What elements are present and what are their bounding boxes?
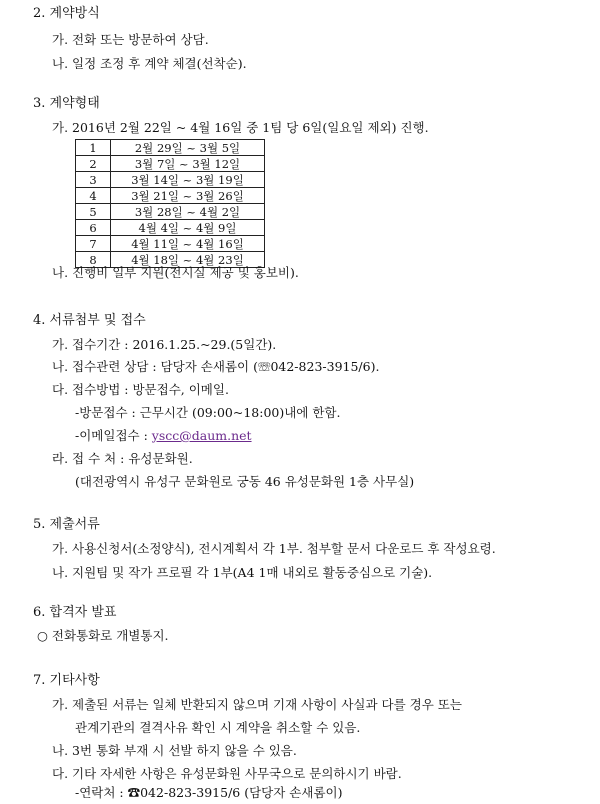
schedule-number: 7: [76, 236, 111, 252]
schedule-range: 4월 18일 ~ 4월 23일: [111, 252, 265, 268]
schedule-number: 5: [76, 204, 111, 220]
section-4-heading: 4. 서류첨부 및 접수: [33, 313, 146, 328]
schedule-number: 3: [76, 172, 111, 188]
table-row: [76, 220, 265, 236]
section-4-method: 다. 접수방법 : 방문접수, 이메일.: [52, 382, 229, 397]
section-4-period: 가. 접수기간 : 2016.1.25.~29.(5일간).: [52, 337, 277, 352]
schedule-range: 3월 21일 ~ 3월 26일: [111, 188, 265, 204]
schedule-number: 8: [76, 252, 111, 268]
table-row: [76, 204, 265, 220]
section-3-support: 나. 진행비 일부 지원(전시실 제공 및 홍보비).: [52, 265, 299, 280]
schedule-number: 1: [76, 140, 111, 156]
section-7-contact: -연락처 : ☎042-823-3915/6 (담당자 손새롬이): [75, 785, 343, 800]
schedule-number: 2: [76, 156, 111, 172]
section-4-place: 라. 접 수 처 : 유성문화원.: [52, 451, 193, 466]
section-4-email-row: [75, 428, 252, 444]
schedule-range: 3월 14일 ~ 3월 19일: [111, 172, 265, 188]
table-row: [76, 140, 265, 156]
table-row: [76, 156, 265, 172]
schedule-range: 3월 28일 ~ 4월 2일: [111, 204, 265, 220]
schedule-range: 4월 4일 ~ 4월 9일: [111, 220, 265, 236]
section-2-item-2: 나. 일정 조정 후 계약 체결(선착순).: [52, 56, 247, 71]
table-row: [76, 188, 265, 204]
schedule-range: 2월 29일 ~ 3월 5일: [111, 140, 265, 156]
email-label: -이메일접수 :: [75, 428, 152, 443]
email-link[interactable]: yscc@daum.net: [151, 428, 252, 443]
section-5-heading: 5. 제출서류: [33, 517, 100, 532]
schedule-range: 4월 11일 ~ 4월 16일: [111, 236, 265, 252]
schedule-number: 4: [76, 188, 111, 204]
section-4-inquiry: 나. 접수관련 상담 : 담당자 손새롬이 (☏042-823-3915/6).: [52, 359, 380, 374]
section-5-item-2: 나. 지원팀 및 작가 프로필 각 1부(A4 1매 내외로 활동중심으로 기술).: [52, 565, 433, 580]
section-3-heading: 3. 계약형태: [33, 96, 100, 111]
table-row: [76, 236, 265, 252]
section-7-item-2: 나. 3번 통화 부재 시 선발 하지 않을 수 있음.: [52, 743, 297, 758]
table-row: [76, 172, 265, 188]
section-7-heading: 7. 기타사항: [33, 673, 100, 688]
schedule-number: 6: [76, 220, 111, 236]
section-4-address: (대전광역시 유성구 문화원로 궁동 46 유성문화원 1층 사무실): [75, 474, 415, 489]
section-7-item-1b: 관계기관의 결격사유 확인 시 계약을 취소할 수 있음.: [75, 720, 361, 735]
section-5-item-1: 가. 사용신청서(소정양식), 전시계획서 각 1부. 첨부할 문서 다운로드 후 작성요령.: [52, 541, 496, 556]
section-7-item-3: 다. 기타 자세한 사항은 유성문화원 사무국으로 문의하시기 바람.: [52, 766, 402, 781]
section-6-heading: 6. 합격자 발표: [33, 605, 117, 620]
schedule-range: 3월 7일 ~ 3월 12일: [111, 156, 265, 172]
section-4-visit: -방문접수 : 근무시간 (09:00~18:00)내에 한함.: [75, 405, 341, 420]
section-2-item-1: 가. 전화 또는 방문하여 상담.: [52, 32, 209, 47]
section-2-heading: 2. 계약방식: [33, 6, 100, 21]
section-3-intro: 가. 2016년 2월 22일 ~ 4월 16일 중 1팀 당 6일(일요일 제외) 진행.: [52, 120, 429, 135]
section-7-item-1a: 가. 제출된 서류는 일체 반환되지 않으며 기재 사항이 사실과 다를 경우 또는: [52, 697, 462, 712]
schedule-table: [75, 139, 265, 268]
section-6-note: ○ 전화통화로 개별통지.: [37, 628, 169, 643]
